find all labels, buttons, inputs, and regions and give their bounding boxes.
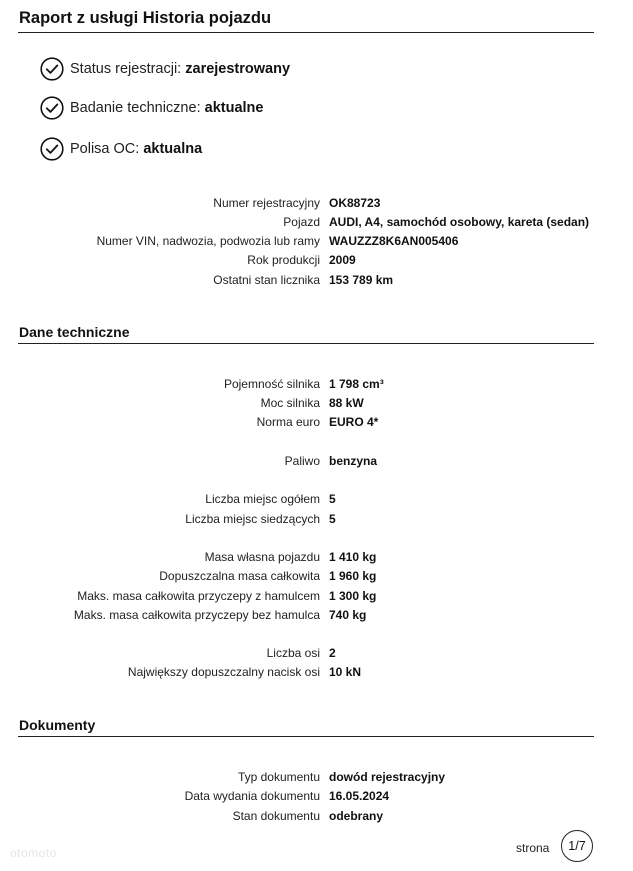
check-circle-icon xyxy=(40,96,64,120)
info-row xyxy=(0,271,633,290)
status-value: aktualna xyxy=(143,141,203,157)
info-value: 1 300 kg xyxy=(329,589,377,603)
info-row xyxy=(0,807,633,826)
info-value: EURO 4* xyxy=(329,415,379,429)
status-inspection xyxy=(40,95,440,121)
section-divider xyxy=(18,343,594,344)
info-row xyxy=(0,413,633,432)
status-value: aktualne xyxy=(204,100,264,116)
info-label: Stan dokumentu xyxy=(232,809,320,823)
info-row xyxy=(0,768,633,787)
section-title-documents: Dokumenty xyxy=(19,717,96,733)
info-value: AUDI, A4, samochód osobowy, kareta (sedan) xyxy=(329,215,590,229)
info-label: Paliwo xyxy=(284,454,320,468)
info-row xyxy=(0,394,633,413)
info-label: Data wydania dokumentu xyxy=(184,789,320,803)
info-label: Dopuszczalna masa całkowita xyxy=(159,569,320,583)
info-value: 2009 xyxy=(329,253,356,267)
info-row xyxy=(0,606,633,625)
info-label: Norma euro xyxy=(256,415,320,429)
info-row xyxy=(0,567,633,586)
status-value: zarejestrowany xyxy=(185,61,291,77)
info-label: Moc silnika xyxy=(260,396,320,410)
info-value: 1 960 kg xyxy=(329,569,377,583)
info-label: Liczba miejsc ogółem xyxy=(205,492,320,506)
info-value: 16.05.2024 xyxy=(329,789,390,803)
section-divider xyxy=(18,736,594,737)
info-value: dowód rejestracyjny xyxy=(329,770,446,784)
page-title: Raport z usługi Historia pojazdu xyxy=(19,9,272,27)
info-row xyxy=(0,375,633,394)
info-label: Pojemność silnika xyxy=(223,377,320,391)
info-label: Największy dopuszczalny nacisk osi xyxy=(127,665,320,679)
page-number: 1/7 xyxy=(568,839,586,853)
info-label: Liczba miejsc siedzących xyxy=(185,512,320,526)
check-circle-icon xyxy=(40,57,64,81)
info-row xyxy=(0,490,633,509)
info-value: benzyna xyxy=(329,454,378,468)
info-row xyxy=(0,510,633,529)
info-value: 5 xyxy=(329,512,336,526)
info-label: Numer rejestracyjny xyxy=(213,196,320,210)
check-circle-icon xyxy=(40,137,64,161)
info-row xyxy=(0,213,633,232)
status-label: Badanie techniczne: xyxy=(70,100,205,116)
info-row xyxy=(0,548,633,567)
info-row xyxy=(0,251,633,270)
info-label: Liczba osi xyxy=(266,646,320,660)
info-value: 153 789 km xyxy=(329,273,394,287)
page-number-badge xyxy=(561,830,593,862)
info-value: 10 kN xyxy=(329,665,362,679)
status-label: Polisa OC: xyxy=(70,141,144,157)
watermark: otomoto xyxy=(10,846,57,860)
info-label: Numer VIN, nadwozia, podwozia lub ramy xyxy=(96,234,320,248)
info-value: 88 kW xyxy=(329,396,364,410)
info-value: 1 798 cm³ xyxy=(329,377,384,391)
status-label: Status rejestracji: xyxy=(70,61,186,77)
info-label: Rok produkcji xyxy=(247,253,320,267)
page-label: strona xyxy=(516,841,550,855)
info-row xyxy=(0,452,633,471)
info-value: 740 kg xyxy=(329,608,367,622)
section-title-technical: Dane techniczne xyxy=(19,324,130,340)
info-row xyxy=(0,194,633,213)
info-value: 1 410 kg xyxy=(329,550,377,564)
info-value: 5 xyxy=(329,492,336,506)
info-row xyxy=(0,232,633,251)
info-label: Pojazd xyxy=(283,215,320,229)
info-value: OK88723 xyxy=(329,196,381,210)
info-row xyxy=(0,787,633,806)
info-label: Typ dokumentu xyxy=(237,770,320,784)
info-value: odebrany xyxy=(329,809,384,823)
info-label: Maks. masa całkowita przyczepy z hamulcem xyxy=(77,589,320,603)
info-label: Ostatni stan licznika xyxy=(213,273,320,287)
info-label: Maks. masa całkowita przyczepy bez hamulca xyxy=(73,608,320,622)
title-divider xyxy=(18,32,594,33)
info-row xyxy=(0,644,633,663)
info-value: 2 xyxy=(329,646,336,660)
info-row xyxy=(0,663,633,682)
status-insurance xyxy=(40,136,440,162)
info-label: Masa własna pojazdu xyxy=(204,550,320,564)
status-registration xyxy=(40,56,440,82)
info-value: WAUZZZ8K6AN005406 xyxy=(329,234,459,248)
info-row xyxy=(0,587,633,606)
